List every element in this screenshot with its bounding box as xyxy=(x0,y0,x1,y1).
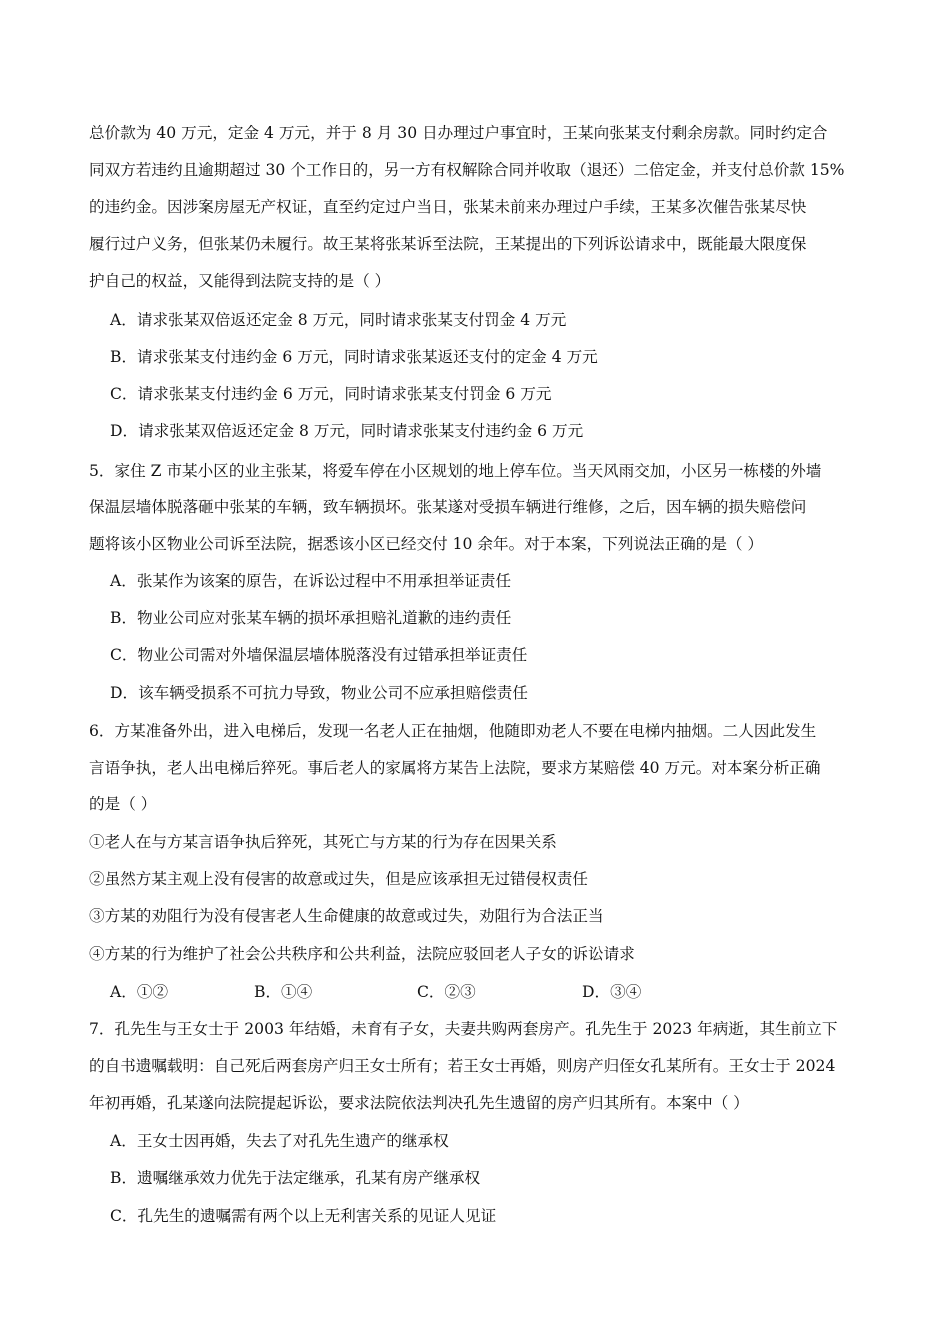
q4-option-b: B．请求张某支付违约金 6 万元，同时请求张某返还支付的定金 4 万元 xyxy=(110,348,598,366)
q7-option-b: B．遗嘱继承效力优先于法定继承，孔某有房产继承权 xyxy=(110,1169,481,1187)
q6-item-2: ②虽然方某主观上没有侵害的故意或过失，但是应该承担无过错侵权责任 xyxy=(89,870,589,888)
q6-stem-line-2: 言语争执，老人出电梯后猝死。事后老人的家属将方某告上法院，要求方某赔偿 40 万元。对本案分析正确 xyxy=(89,759,821,777)
q5-stem-line-3: 题将该小区物业公司诉至法院，据悉该小区已经交付 10 余年。对于本案，下列说法正确的是（ ） xyxy=(89,535,764,553)
q5-option-a: A．张某作为该案的原告，在诉讼过程中不用承担举证责任 xyxy=(110,572,512,590)
q6-item-3: ③方某的劝阻行为没有侵害老人生命健康的故意或过失，劝阻行为合法正当 xyxy=(89,907,604,925)
q4-stem-line-3: 的违约金。因涉案房屋无产权证，直至约定过户当日，张某未前来办理过户手续，王某多次催告张某尽快 xyxy=(89,198,807,216)
q5-stem-line-1: 5．家住 Z 市某小区的业主张某，将爱车停在小区规划的地上停车位。当天风雨交加，小区另一栋楼的外墙 xyxy=(89,462,822,480)
q4-stem-line-5: 护自己的权益，又能得到法院支持的是（ ） xyxy=(89,272,391,290)
q6-stem-line-1: 6．方某准备外出，进入电梯后，发现一名老人正在抽烟，他随即劝老人不要在电梯内抽烟。二人因此发生 xyxy=(89,722,817,740)
q6-stem-line-3: 的是（ ） xyxy=(89,795,157,813)
q7-stem-line-1: 7．孔先生与王女士于 2003 年结婚，未育有子女，夫妻共购两套房产。孔先生于 2023 年病逝，其生前立下 xyxy=(89,1020,838,1038)
q6-item-1: ①老人在与方某言语争执后猝死，其死亡与方某的行为存在因果关系 xyxy=(89,833,557,851)
q4-option-a: A．请求张某双倍返还定金 8 万元，同时请求张某支付罚金 4 万元 xyxy=(110,311,567,329)
q4-option-d: D．请求张某双倍返还定金 8 万元，同时请求张某支付违约金 6 万元 xyxy=(110,422,584,440)
q6-option-c: C．②③ xyxy=(417,983,476,1001)
q5-option-d: D．该车辆受损系不可抗力导致，物业公司不应承担赔偿责任 xyxy=(110,684,528,702)
q4-stem-line-1: 总价款为 40 万元，定金 4 万元，并于 8 月 30 日办理过户事宜时，王某向张某支付剩余房款。同时约定合 xyxy=(89,124,828,142)
q7-stem-line-3: 年初再婚，孔某遂向法院提起诉讼，要求法院依法判决孔先生遗留的房产归其所有。本案中（ ） xyxy=(89,1094,749,1112)
q5-option-c: C．物业公司需对外墙保温层墙体脱落没有过错承担举证责任 xyxy=(110,646,528,664)
q4-stem-line-2: 同双方若违约且逾期超过 30 个工作日的，另一方有权解除合同并收取（退还）二倍定金，并支付总价款 15% xyxy=(89,161,845,179)
q4-option-c: C．请求张某支付违约金 6 万元，同时请求张某支付罚金 6 万元 xyxy=(110,385,552,403)
q5-stem-line-2: 保温层墙体脱落砸中张某的车辆，致车辆损坏。张某遂对受损车辆进行维修，之后，因车辆的损失赔偿问 xyxy=(89,498,807,516)
q4-stem-line-4: 履行过户义务，但张某仍未履行。故王某将张某诉至法院，王某提出的下列诉讼请求中，既能最大限度保 xyxy=(89,235,807,253)
q7-option-a: A．王女士因再婚，失去了对孔先生遗产的继承权 xyxy=(110,1132,449,1150)
q6-item-4: ④方某的行为维护了社会公共秩序和公共利益，法院应驳回老人子女的诉讼请求 xyxy=(89,945,635,963)
q7-option-c: C．孔先生的遗嘱需有两个以上无利害关系的见证人见证 xyxy=(110,1207,497,1225)
q6-options-row xyxy=(0,974,950,1011)
q6-option-d: D．③④ xyxy=(582,983,642,1001)
q6-option-a: A．①② xyxy=(110,983,169,1001)
q7-stem-line-2: 的自书遗嘱载明：自己死后两套房产归王女士所有；若王女士再婚，则房产归侄女孔某所有。王女士于 2024 xyxy=(89,1057,836,1075)
q5-option-b: B．物业公司应对张某车辆的损坏承担赔礼道歉的违约责任 xyxy=(110,609,512,627)
q6-option-b: B．①④ xyxy=(254,983,313,1001)
